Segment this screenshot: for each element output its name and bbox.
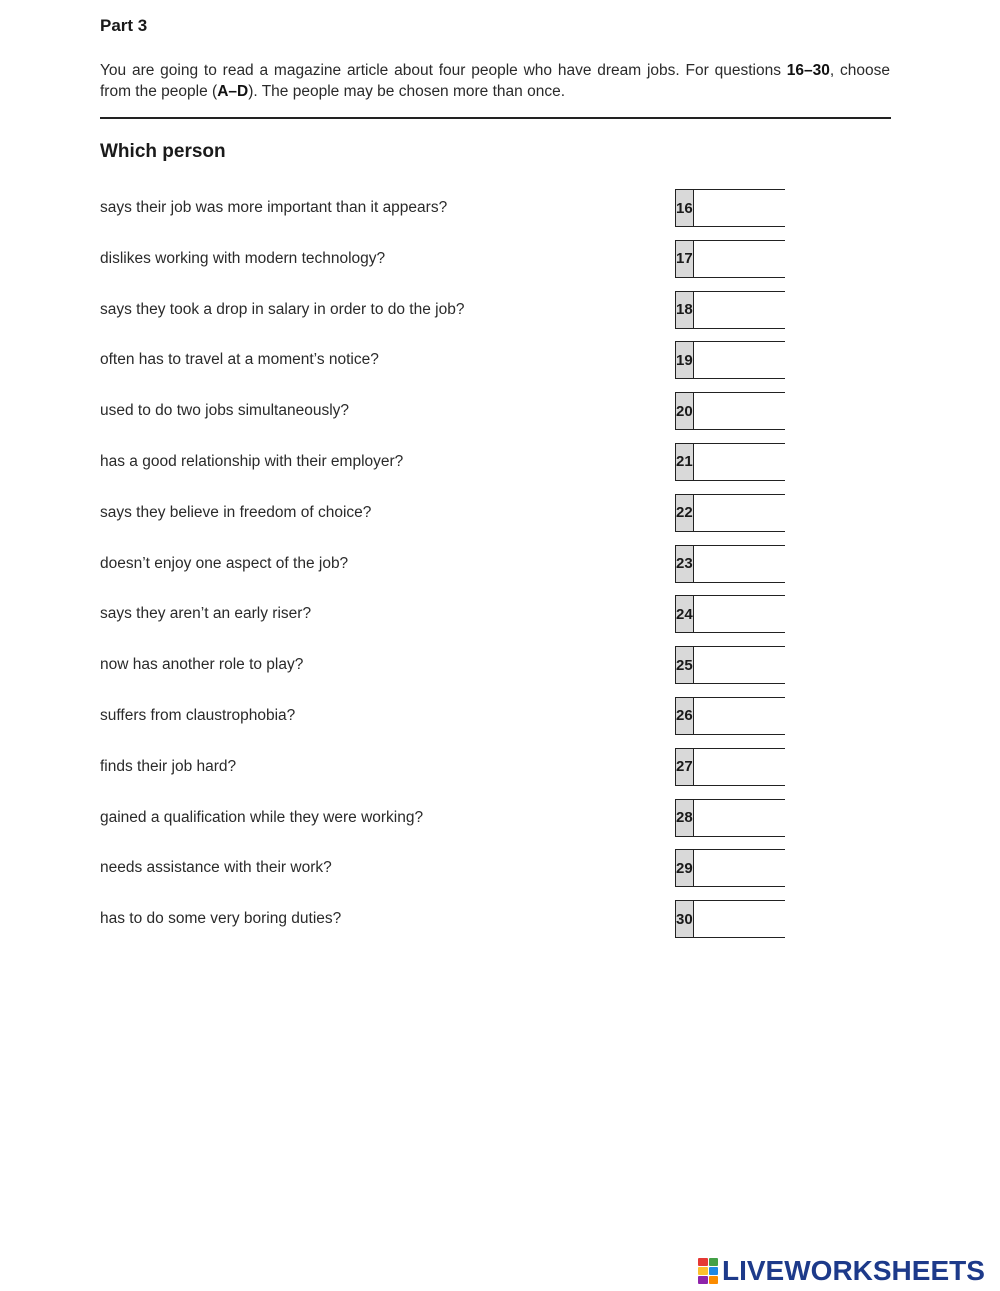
question-row (100, 849, 790, 900)
answer-input[interactable] (694, 444, 901, 480)
liveworksheets-logo (698, 1255, 985, 1287)
question-number: 26 (676, 698, 694, 734)
question-text: suffers from claustrophobia? (100, 706, 296, 724)
answer-input[interactable] (694, 546, 901, 582)
question-text: often has to travel at a moment’s notice? (100, 351, 379, 369)
question-number: 24 (676, 596, 694, 632)
answer-input[interactable] (694, 495, 901, 531)
question-text: needs assistance with their work? (100, 859, 332, 877)
question-text: used to do two jobs simultaneously? (100, 402, 350, 420)
question-text: says they believe in freedom of choice? (100, 503, 372, 521)
logo-mark-square (698, 1258, 708, 1266)
question-row (100, 189, 790, 240)
part-title: Part 3 (100, 16, 148, 35)
question-number: 16 (676, 190, 694, 226)
answer-box (675, 748, 785, 786)
divider (100, 117, 891, 119)
question-row (100, 545, 790, 596)
answer-box (675, 240, 785, 278)
question-number: 20 (676, 393, 694, 429)
question-row (100, 697, 790, 748)
question-row (100, 392, 790, 443)
question-list (100, 189, 790, 951)
instructions-prefix: You are going to read a magazine article about four people who have dream jobs. For questions (100, 62, 787, 79)
question-row (100, 443, 790, 494)
instructions-mid: , choose from the people ( (100, 62, 890, 100)
answer-box (675, 697, 785, 735)
question-row (100, 900, 790, 951)
answer-input[interactable] (694, 596, 901, 632)
question-row (100, 595, 790, 646)
answer-input[interactable] (694, 850, 901, 886)
question-number: 22 (676, 495, 694, 531)
question-text: says they aren’t an early riser? (100, 605, 312, 623)
instructions-range: 16–30 (786, 62, 830, 79)
question-text: has to do some very boring duties? (100, 910, 342, 928)
question-row (100, 240, 790, 291)
logo-mark-square (709, 1276, 719, 1284)
question-text: says they took a drop in salary in order to do the job? (100, 300, 465, 318)
question-number: 25 (676, 647, 694, 683)
question-number: 23 (676, 546, 694, 582)
question-row (100, 494, 790, 545)
answer-input[interactable] (694, 901, 901, 937)
answer-box (675, 494, 785, 532)
question-text: finds their job hard? (100, 757, 237, 775)
question-text: gained a qualification while they were working? (100, 808, 424, 826)
question-text: doesn’t enjoy one aspect of the job? (100, 554, 349, 572)
question-row (100, 291, 790, 342)
question-number: 30 (676, 901, 694, 937)
answer-box (675, 849, 785, 887)
answer-input[interactable] (694, 292, 901, 328)
answer-input[interactable] (694, 749, 901, 785)
instructions-suffix: ). The people may be chosen more than once. (248, 83, 565, 100)
logo-mark-square (709, 1258, 719, 1266)
answer-box (675, 189, 785, 227)
question-text: says their job was more important than it appears? (100, 199, 448, 216)
section-title: Which person (100, 141, 226, 162)
answer-input[interactable] (694, 393, 901, 429)
question-number: 17 (676, 241, 694, 277)
answer-input[interactable] (694, 647, 901, 683)
answer-input[interactable] (694, 698, 901, 734)
question-number: 19 (676, 342, 694, 378)
question-number: 29 (676, 850, 694, 886)
instructions (100, 60, 890, 102)
question-text: now has another role to play? (100, 656, 304, 674)
answer-box (675, 291, 785, 329)
answer-box (675, 392, 785, 430)
question-number: 18 (676, 292, 694, 328)
question-text: has a good relationship with their employer? (100, 452, 404, 470)
question-row (100, 748, 790, 799)
question-text: dislikes working with modern technology? (100, 249, 386, 267)
answer-box (675, 595, 785, 633)
logo-text: LIVEWORKSHEETS (722, 1255, 985, 1286)
answer-box (675, 443, 785, 481)
logo-mark-square (709, 1267, 719, 1275)
answer-input[interactable] (694, 190, 901, 226)
answer-box (675, 341, 785, 379)
question-row (100, 341, 790, 392)
question-number: 28 (676, 800, 694, 836)
question-row (100, 646, 790, 697)
question-number: 27 (676, 749, 694, 785)
logo-mark-square (698, 1276, 708, 1284)
answer-input[interactable] (694, 800, 901, 836)
answer-input[interactable] (694, 241, 901, 277)
answer-box (675, 545, 785, 583)
question-number: 21 (676, 444, 694, 480)
answer-input[interactable] (694, 342, 901, 378)
answer-box (675, 900, 785, 938)
logo-mark-square (698, 1267, 708, 1275)
answer-box (675, 646, 785, 684)
answer-box (675, 799, 785, 837)
question-row (100, 799, 790, 850)
instructions-people: A–D (217, 83, 249, 100)
logo-mark-icon (698, 1258, 718, 1284)
